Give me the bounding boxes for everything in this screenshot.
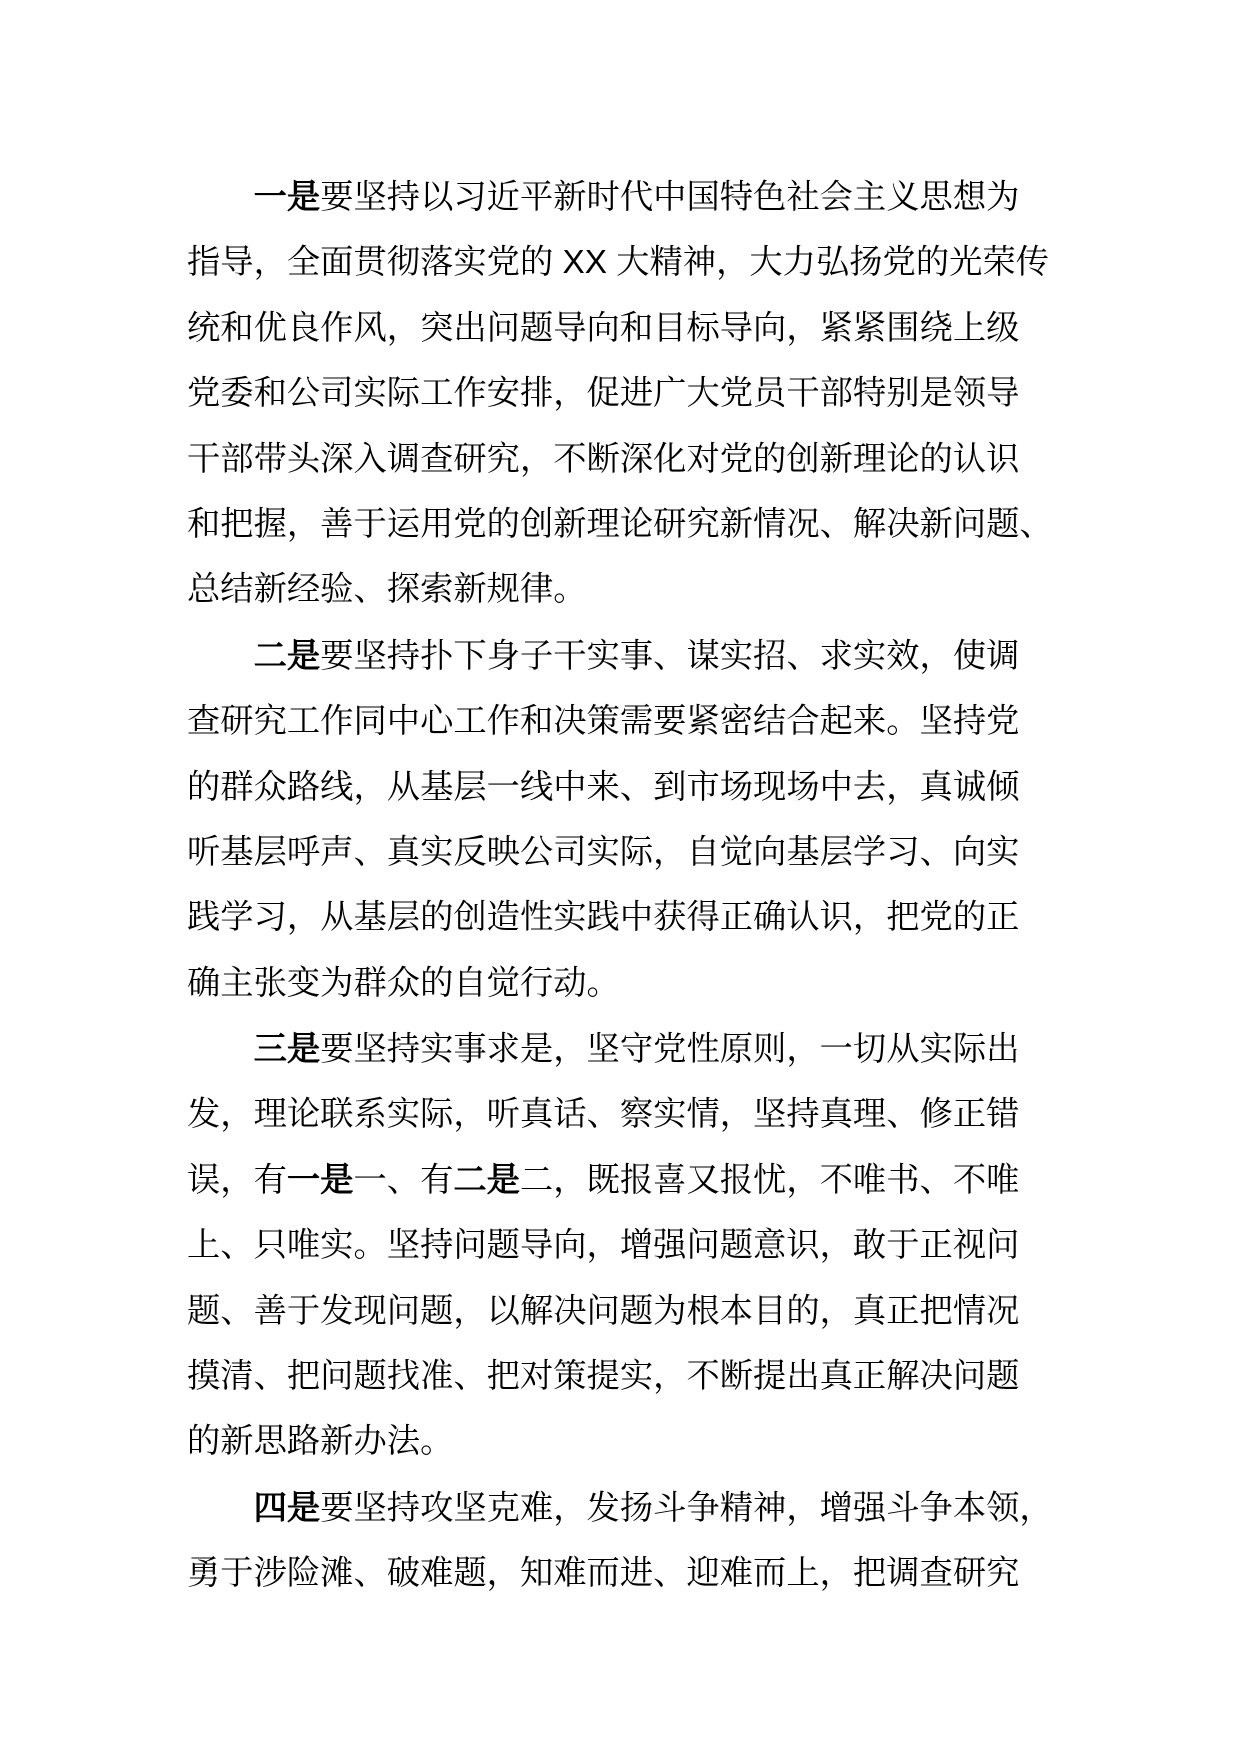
document-body bbox=[187, 165, 1067, 1608]
body-text: 勇于涉险滩、破难题，知难而进、迎难而上，把调查研究 bbox=[187, 1555, 1020, 1593]
bold-ordinal-text: 三是 bbox=[253, 1031, 321, 1069]
body-text: 上、只唯实。坚持问题导向，增强问题意识，敢于正视问 bbox=[187, 1227, 1020, 1265]
bold-ordinal-text: 二是 bbox=[253, 637, 321, 675]
body-text: 要坚持以习近平新时代中国特色社会主义思想为 bbox=[320, 179, 1020, 216]
text-line bbox=[187, 755, 1067, 820]
paragraph bbox=[187, 1476, 1067, 1607]
body-text: 摸清、把问题找准、把对策提实，不断提出真正解决问题 bbox=[187, 1358, 1020, 1396]
body-text: 和把握，善于运用党的创新理论研究新情况、解决新问题、 bbox=[187, 505, 1053, 543]
body-text: 要坚持实事求是，坚守党性原则，一切从实际出 bbox=[320, 1031, 1020, 1069]
body-text: 的群众路线，从基层一线中来、到市场现场中去，真诚倾 bbox=[187, 768, 1020, 806]
text-line bbox=[187, 492, 1067, 557]
body-text: 践学习，从基层的创造性实践中获得正确认识，把党的正 bbox=[187, 899, 1020, 937]
body-text: 误，有 bbox=[187, 1161, 287, 1199]
text-line bbox=[187, 951, 1067, 1016]
text-line bbox=[187, 427, 1067, 492]
body-text: 总结新经验、探索新规律。 bbox=[187, 571, 587, 609]
text-line bbox=[187, 1476, 1067, 1541]
body-text: 查研究工作同中心工作和决策需要紧密结合起来。坚持党 bbox=[187, 703, 1020, 741]
body-text: 一、有 bbox=[353, 1161, 454, 1199]
text-line bbox=[187, 1213, 1067, 1278]
body-text: 指导，全面贯彻落实党的 XX 大精神，大力弘扬党的光荣传 bbox=[187, 244, 1050, 282]
text-line bbox=[187, 557, 1067, 622]
body-text: 二，既报喜又报忧，不唯书、不唯 bbox=[519, 1161, 1020, 1199]
body-text: 听基层呼声、真实反映公司实际，自觉向基层学习、向实 bbox=[187, 833, 1020, 871]
body-text: 党委和公司实际工作安排，促进广大党员干部特别是领导 bbox=[187, 375, 1020, 413]
body-text: 统和优良作风，突出问题导向和目标导向，紧紧围绕上级 bbox=[187, 309, 1020, 347]
text-line bbox=[187, 230, 1067, 295]
text-line bbox=[187, 885, 1067, 950]
text-line bbox=[187, 165, 1067, 230]
bold-ordinal-text: 一是 bbox=[286, 1161, 354, 1199]
text-line bbox=[187, 1409, 1067, 1474]
body-text: 要坚持扑下身子干实事、谋实招、求实效，使调 bbox=[320, 637, 1020, 675]
paragraph bbox=[187, 1017, 1067, 1475]
text-line bbox=[187, 1541, 1067, 1606]
text-line bbox=[187, 624, 1067, 689]
body-text: 干部带头深入调查研究，不断深化对党的创新理论的认识 bbox=[187, 440, 1020, 478]
body-text: 发，理论联系实际，听真话、察实情，坚持真理、修正错 bbox=[187, 1096, 1020, 1134]
text-line bbox=[187, 296, 1067, 361]
text-line bbox=[187, 820, 1067, 885]
text-line bbox=[187, 689, 1067, 754]
paragraph bbox=[187, 165, 1067, 623]
text-line bbox=[187, 1344, 1067, 1409]
text-line bbox=[187, 1148, 1067, 1213]
body-text: 题、善于发现问题，以解决问题为根本目的，真正把情况 bbox=[187, 1292, 1020, 1330]
body-text: 的新思路新办法。 bbox=[187, 1423, 454, 1461]
text-line bbox=[187, 1279, 1067, 1344]
body-text: 要坚持攻坚克难，发扬斗争精神，增强斗争本领， bbox=[320, 1489, 1053, 1527]
text-line bbox=[187, 1082, 1067, 1147]
paragraph bbox=[187, 624, 1067, 1016]
bold-ordinal-text: 二是 bbox=[453, 1161, 520, 1199]
body-text: 确主张变为群众的自觉行动。 bbox=[187, 964, 620, 1002]
text-line bbox=[187, 1017, 1067, 1082]
text-line bbox=[187, 361, 1067, 426]
bold-ordinal-text: 四是 bbox=[253, 1489, 321, 1527]
bold-ordinal-text: 一是 bbox=[253, 179, 321, 216]
